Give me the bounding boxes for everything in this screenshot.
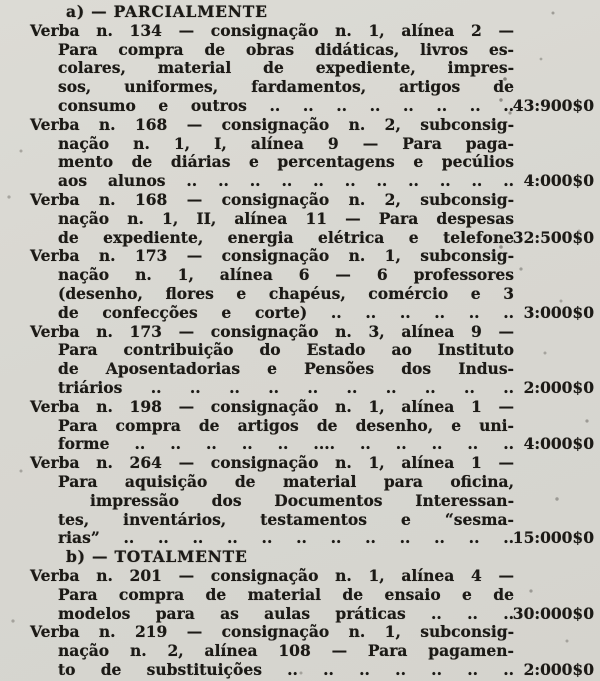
entry-line: Para compra de artigos de desenho, e uni- bbox=[58, 415, 514, 435]
entry-line-row bbox=[0, 266, 600, 285]
amount-value: 32:500$0 bbox=[512, 227, 594, 247]
entry-line-row bbox=[0, 153, 600, 172]
entry-line-row bbox=[0, 59, 600, 78]
verba-entry-201 bbox=[0, 567, 600, 623]
entry-line-row bbox=[0, 435, 600, 454]
entry-line: Verba n. 219 — consignação n. 1, subconsig- bbox=[30, 622, 514, 642]
entry-line: nação n. 1, I, alínea 9 — Para paga- bbox=[58, 133, 514, 153]
entry-line-row bbox=[0, 191, 600, 210]
verba-entry-168-2 bbox=[0, 191, 600, 247]
entry-line: Para compra de obras didáticas, livros es- bbox=[58, 39, 514, 59]
entry-line-row bbox=[0, 323, 600, 342]
section-totalmente bbox=[0, 548, 600, 680]
verba-entry-173-3 bbox=[0, 323, 600, 398]
entry-line-row bbox=[0, 210, 600, 229]
verba-entry-134 bbox=[0, 22, 600, 116]
entry-line: Verba n. 201 — consignação n. 1, alínea 4 — bbox=[30, 565, 514, 585]
entry-line-row bbox=[0, 623, 600, 642]
entry-line-row bbox=[0, 417, 600, 436]
amount-value: 2:000$0 bbox=[523, 659, 594, 679]
amount-value: 30:000$0 bbox=[512, 603, 594, 623]
section-heading-row bbox=[0, 3, 600, 22]
entry-line: consumo e outros .. .. .. .. .. .. .. .. bbox=[58, 95, 514, 115]
entry-line-row bbox=[0, 642, 600, 661]
entry-line: nação n. 1, alínea 6 — 6 professores bbox=[58, 265, 514, 285]
entry-line-row bbox=[0, 304, 600, 323]
entry-line-row bbox=[0, 511, 600, 530]
entry-line-row bbox=[0, 172, 600, 191]
entry-line: Verba n. 198 — consignação n. 1, alínea 1 — bbox=[30, 396, 514, 416]
entry-line: Para compra de material de ensaio e de bbox=[58, 584, 514, 604]
entry-line: de confecções e corte) .. .. .. .. .. .. bbox=[58, 302, 514, 322]
entry-line-row bbox=[0, 586, 600, 605]
entry-line: to de substituições .. .. .. .. .. .. .. bbox=[58, 659, 514, 679]
amount-value: 3:000$0 bbox=[523, 302, 594, 322]
entry-line: de Aposentadorias e Pensões dos Indus- bbox=[58, 359, 514, 379]
verba-entry-264 bbox=[0, 454, 600, 548]
entry-line: impressão dos Documentos Interessan- bbox=[90, 490, 514, 510]
entry-line: modelos para as aulas práticas .. .. .. bbox=[58, 603, 514, 623]
entry-line-row bbox=[0, 529, 600, 548]
section-heading-row bbox=[0, 548, 600, 567]
entry-line-row bbox=[0, 285, 600, 304]
entry-line-row bbox=[0, 229, 600, 248]
entry-line-row bbox=[0, 41, 600, 60]
entry-line-row bbox=[0, 473, 600, 492]
entry-line-row bbox=[0, 78, 600, 97]
amount-value: 4:000$0 bbox=[523, 171, 594, 191]
entry-line: Verba n. 168 — consignação n. 2, subconsig- bbox=[30, 189, 514, 209]
entry-line-row bbox=[0, 116, 600, 135]
verba-entry-219 bbox=[0, 623, 600, 679]
entry-line-row bbox=[0, 379, 600, 398]
verba-entry-198 bbox=[0, 398, 600, 454]
entry-line: Para contribuição do Estado ao Instituto bbox=[58, 340, 514, 360]
section-a-heading: a) — PARCIALMENTE bbox=[66, 2, 268, 21]
entry-line: sos, uniformes, fardamentos, artigos de bbox=[58, 77, 514, 97]
entry-line: Verba n. 264 — consignação n. 1, alínea 1 — bbox=[30, 453, 514, 473]
verba-entry-173-1 bbox=[0, 247, 600, 322]
entry-line: forme .. .. .. .. .. .... .. .. .. .. .. bbox=[58, 434, 514, 454]
section-b-heading: b) — TOTALMENTE bbox=[66, 547, 248, 567]
entry-line: Verba n. 173 — consignação n. 1, subconsig- bbox=[30, 246, 514, 266]
entry-line: Verba n. 173 — consignação n. 3, alínea 9 — bbox=[30, 321, 514, 341]
entry-line: Verba n. 168 — consignação n. 2, subconsig- bbox=[30, 114, 514, 134]
entry-line-row bbox=[0, 360, 600, 379]
entry-line: colares, material de expediente, impres- bbox=[58, 58, 514, 78]
entry-line-row bbox=[0, 247, 600, 266]
entry-line: nação n. 2, alínea 108 — Para pagamen- bbox=[58, 641, 514, 661]
entry-line: triários .. .. .. .. .. .. .. .. .. .. bbox=[58, 377, 514, 397]
entry-line-row bbox=[0, 398, 600, 417]
amount-value: 2:000$0 bbox=[523, 377, 594, 397]
entry-line-row bbox=[0, 135, 600, 154]
verba-entry-168-1 bbox=[0, 116, 600, 191]
entry-line-row bbox=[0, 454, 600, 473]
amount-value: 43:900$0 bbox=[512, 95, 594, 115]
entry-line-row bbox=[0, 567, 600, 586]
entry-line-row bbox=[0, 661, 600, 680]
entry-line: Para aquisição de material para oficina, bbox=[58, 471, 514, 491]
scan-noise bbox=[0, 0, 2, 2]
entry-line: nação n. 1, II, alínea 11 — Para despesas bbox=[58, 208, 514, 228]
section-parcialmente bbox=[0, 3, 600, 548]
entry-line-row bbox=[0, 22, 600, 41]
amount-value: 15:000$0 bbox=[512, 528, 594, 548]
entry-line: de expediente, energia elétrica e telefone bbox=[58, 227, 514, 247]
entry-line: rias” .. .. .. .. .. .. .. .. .. .. .. .. bbox=[58, 528, 514, 548]
entry-line: Verba n. 134 — consignação n. 1, alínea 2 — bbox=[30, 20, 514, 40]
entry-line: (desenho, flores e chapéus, comércio e 3 bbox=[58, 283, 514, 303]
entry-line-row bbox=[0, 97, 600, 116]
amount-value: 4:000$0 bbox=[523, 434, 594, 454]
entry-line-row bbox=[0, 492, 600, 511]
entry-line: aos alunos .. .. .. .. .. .. .. .. .. .. .. bbox=[58, 171, 514, 191]
entry-line-row bbox=[0, 341, 600, 360]
entry-line-row bbox=[0, 605, 600, 624]
entry-line: mento de diárias e percentagens e pecúlios bbox=[58, 152, 514, 172]
entry-line: tes, inventários, testamentos e “sesma- bbox=[58, 509, 514, 529]
